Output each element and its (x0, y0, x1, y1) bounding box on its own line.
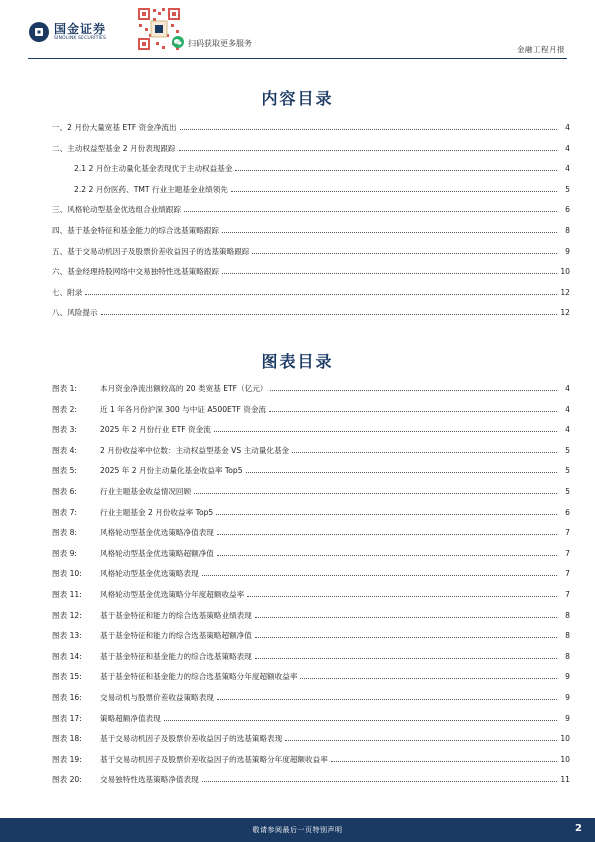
figure-entry-label (52, 754, 328, 765)
dot-leader (285, 740, 557, 741)
figure-entry[interactable] (52, 610, 570, 631)
page-number: 2 (575, 823, 582, 834)
dot-leader (255, 637, 557, 638)
logo-chinese-name: 国金证券 (54, 22, 107, 36)
figure-entry[interactable] (52, 568, 570, 589)
dot-leader (231, 191, 557, 192)
figure-number: 图表 14: (52, 651, 82, 661)
page-ref: 8 (565, 225, 570, 235)
figure-caption: 基于基金特征和能力的综合选基策略超额净值 (100, 631, 252, 641)
dot-leader (252, 253, 557, 254)
figure-caption: 风格轮动型基金优选策略表现 (100, 569, 199, 579)
toc-title: 内容目录 (261, 89, 334, 108)
dot-leader (194, 493, 557, 494)
toc-entry-label: 八、风险提示 (52, 308, 98, 318)
page-ref: 8 (565, 651, 570, 661)
wechat-icon (172, 36, 184, 48)
figure-number: 图表 4: (52, 445, 77, 455)
figure-entry[interactable] (52, 630, 570, 651)
figure-entry[interactable] (52, 383, 570, 404)
toc-entry-label: 七、附录 (52, 287, 83, 297)
toc-entry-label: 四、基于基金特征和基金能力的综合选基策略跟踪 (52, 225, 220, 235)
page-ref: 5 (565, 486, 570, 496)
figure-entry-label (52, 404, 266, 415)
figure-caption: 2025 年 2 月份行业 ETF 资金流 (100, 425, 211, 435)
page-ref: 8 (565, 631, 570, 641)
figure-number: 图表 17: (52, 713, 82, 723)
figure-caption: 2025 年 2 月份主动量化基金收益率 Top5 (100, 466, 243, 476)
toc-entry[interactable] (52, 307, 570, 328)
figure-number: 图表 11: (52, 589, 82, 599)
dot-leader (247, 596, 557, 597)
figure-entry[interactable] (52, 527, 570, 548)
page-ref: 7 (565, 528, 570, 538)
figure-entry-label (52, 486, 191, 497)
figure-entry-label (52, 589, 244, 600)
figure-entry[interactable] (52, 589, 570, 610)
page-ref: 6 (565, 507, 570, 517)
figure-entry[interactable] (52, 486, 570, 507)
toc-entry-label: 2.2 2 月份医药、TMT 行业主题基金业绩领先 (74, 184, 228, 194)
dot-leader (255, 617, 557, 618)
dot-leader (270, 390, 557, 391)
figure-caption: 策略超额净值表现 (100, 713, 161, 723)
page-ref: 4 (565, 384, 570, 393)
page-ref: 9 (565, 246, 570, 256)
page-ref: 6 (565, 205, 570, 215)
figure-caption: 近 1 年各月份沪深 300 与中证 A500ETF 资金流 (100, 404, 267, 414)
figure-entry-label (52, 651, 252, 662)
figure-entry-label (52, 733, 282, 744)
figure-caption: 风格轮动型基金优选策略超额净值 (100, 548, 214, 558)
page-ref: 9 (565, 672, 570, 682)
dot-leader (101, 314, 557, 315)
figure-entry[interactable] (52, 713, 570, 734)
toc-entry-label: 三、风格轮动型基金优选组合业绩跟踪 (52, 205, 182, 215)
figure-entry-label (52, 610, 252, 621)
figure-entry[interactable] (52, 651, 570, 672)
toc-entry-label: 二、主动权益型基金 2 月份表现跟踪 (52, 143, 176, 153)
page-ref: 4 (565, 123, 570, 132)
figure-caption: 行业主题基金收益情况回顾 (100, 486, 192, 496)
page-ref: 11 (560, 775, 570, 785)
figure-number: 图表 18: (52, 734, 82, 744)
page-ref: 5 (565, 445, 570, 455)
dot-leader (222, 232, 557, 233)
toc-entry[interactable] (52, 287, 570, 308)
page-ref: 5 (565, 466, 570, 476)
page-ref: 4 (565, 164, 570, 174)
dot-leader (217, 534, 557, 535)
company-logo (28, 20, 123, 50)
dot-leader (184, 211, 557, 212)
logo-english-name: SINOLINK SECURITIES (54, 36, 106, 41)
dot-leader (235, 170, 557, 171)
figure-number: 图表 5: (52, 466, 77, 476)
figure-caption: 风格轮动型基金优选策略净值表现 (100, 528, 214, 538)
toc-entry[interactable] (52, 184, 570, 205)
dot-leader (269, 411, 557, 412)
page-ref: 4 (565, 404, 570, 414)
header-divider (28, 58, 567, 59)
dot-leader (180, 129, 557, 130)
dot-leader (246, 472, 557, 473)
disclaimer-notice: 敬请参阅最后一页特别声明 (252, 826, 343, 834)
toc-entry[interactable] (52, 143, 570, 164)
toc-entry[interactable] (52, 204, 570, 225)
figure-entry[interactable] (52, 445, 570, 466)
figure-entry-label (52, 568, 199, 579)
figure-entry-label (52, 507, 213, 518)
figure-number: 图表 8: (52, 528, 77, 538)
figure-number: 图表 15: (52, 672, 82, 682)
dot-leader (222, 273, 557, 274)
figure-entry-label (52, 527, 214, 538)
report-type-label: 金融工程月报 (517, 45, 565, 54)
figure-entry-label (52, 383, 267, 394)
figure-number: 图表 16: (52, 692, 82, 702)
page-ref: 7 (565, 589, 570, 599)
figure-number: 图表 6: (52, 486, 77, 496)
dot-leader (331, 761, 557, 762)
toc-entry-label: 五、基于交易动机因子及股票价差收益因子的选基策略跟踪 (52, 246, 250, 256)
figure-entry-label (52, 445, 289, 456)
toc-entry[interactable] (52, 246, 570, 267)
figure-number: 图表 1: (52, 384, 77, 393)
figure-number: 图表 13: (52, 631, 82, 641)
figure-entry[interactable] (52, 774, 570, 795)
figure-caption: 交易动机与股票价差收益策略表现 (100, 692, 214, 702)
figure-entry[interactable] (52, 424, 570, 445)
page-ref: 7 (565, 569, 570, 579)
figure-entry-label (52, 692, 214, 703)
figure-entry-label (52, 465, 243, 476)
dot-leader (85, 294, 557, 295)
figure-number: 图表 7: (52, 507, 77, 517)
logo-mark-icon (28, 21, 50, 43)
page-footer (0, 818, 595, 842)
page-ref: 12 (560, 308, 570, 318)
figure-entry-label (52, 774, 199, 785)
figure-entry[interactable] (52, 692, 570, 713)
dot-leader (217, 555, 557, 556)
figure-entry[interactable] (52, 507, 570, 528)
figure-entry[interactable] (52, 733, 570, 754)
figures-list (52, 383, 570, 795)
toc-entry-label: 一、2 月份大量宽基 ETF 资金净流出 (52, 123, 177, 132)
dot-leader (300, 678, 557, 679)
toc-entry[interactable] (52, 225, 570, 246)
figure-caption: 2 月份收益率中位数：主动权益型基金 VS 主动量化基金 (100, 445, 290, 455)
dot-leader (292, 452, 557, 453)
figure-caption: 交易独特性选基策略净值表现 (100, 775, 199, 785)
figure-caption: 基于基金特征和能力的综合选基策略业绩表现 (100, 610, 252, 620)
figure-caption: 基于交易动机因子及股票价差收益因子的选基策略表现 (100, 734, 283, 744)
page-ref: 10 (560, 754, 570, 764)
dot-leader (202, 575, 557, 576)
figure-number: 图表 2: (52, 404, 77, 414)
page-header (0, 0, 595, 60)
figure-caption: 基于基金特征和基金能力的综合选基策略表现 (100, 651, 252, 661)
dot-leader (202, 781, 557, 782)
scan-service-text: 扫码获取更多服务 (188, 39, 252, 48)
dot-leader (217, 699, 557, 700)
toc-entry-label: 六、基金经理持股网络中交易独特性选基策略跟踪 (52, 267, 220, 277)
dot-leader (214, 431, 557, 432)
figure-number: 图表 10: (52, 569, 82, 579)
figure-caption: 行业主题基金 2 月份收益率 Top5 (100, 507, 214, 517)
figure-entry-label (52, 713, 161, 724)
page-ref: 7 (565, 548, 570, 558)
figure-entry[interactable] (52, 548, 570, 569)
dot-leader (216, 514, 557, 515)
figures-title: 图表目录 (261, 352, 334, 371)
toc-list (52, 122, 570, 328)
page-ref: 10 (560, 734, 570, 744)
page-ref: 5 (565, 184, 570, 194)
page-ref: 4 (565, 425, 570, 435)
figure-number: 图表 19: (52, 754, 82, 764)
page-ref: 9 (565, 692, 570, 702)
toc-entry[interactable] (52, 122, 570, 143)
figure-caption: 风格轮动型基金优选策略分年度超额收益率 (100, 589, 245, 599)
figure-entry-label (52, 548, 214, 559)
figure-entry[interactable] (52, 671, 570, 692)
toc-entry-label: 2.1 2 月份主动量化基金表现优于主动权益基金 (74, 164, 233, 174)
toc-entry[interactable] (52, 163, 570, 184)
figure-caption: 基于交易动机因子及股票价差收益因子的选基策略分年度超额收益率 (100, 754, 328, 764)
page-ref: 12 (560, 287, 570, 297)
page-ref: 8 (565, 610, 570, 620)
figure-entry[interactable] (52, 754, 570, 775)
figure-caption: 基于基金特征和基金能力的综合选基策略分年度超额收益率 (100, 672, 298, 682)
figure-caption: 本月资金净流出额较高的 20 类宽基 ETF（亿元） (100, 384, 268, 393)
figure-entry-label (52, 671, 297, 682)
dot-leader (255, 658, 557, 659)
figure-entry[interactable] (52, 465, 570, 486)
dot-leader (179, 150, 557, 151)
page-ref: 9 (565, 713, 570, 723)
figure-entry-label (52, 424, 211, 435)
dot-leader (164, 720, 557, 721)
figure-number: 图表 12: (52, 610, 82, 620)
figure-number: 图表 9: (52, 548, 77, 558)
page-ref: 4 (565, 143, 570, 153)
figure-entry[interactable] (52, 404, 570, 425)
figure-entry-label (52, 630, 252, 641)
page-ref: 10 (560, 267, 570, 277)
figure-number: 图表 3: (52, 425, 77, 435)
figure-number: 图表 20: (52, 775, 82, 785)
toc-entry[interactable] (52, 266, 570, 287)
